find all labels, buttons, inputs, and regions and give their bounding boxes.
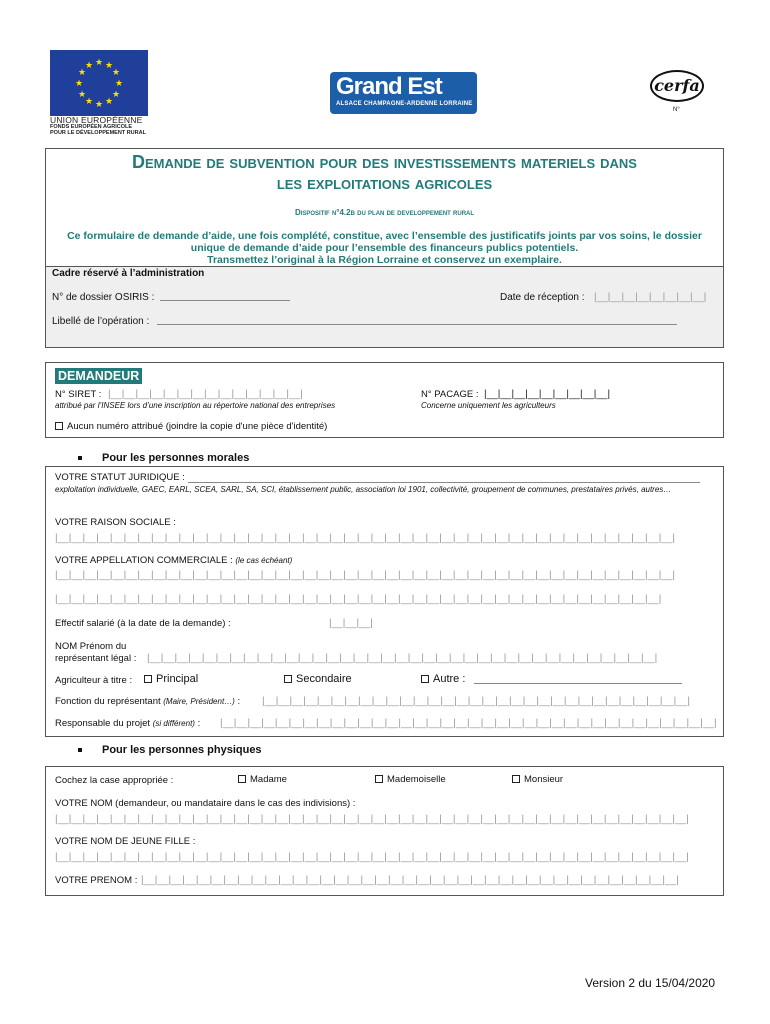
responsable-note: (si différent): [152, 719, 195, 728]
appellation-label: [55, 555, 292, 566]
eu-caption: [50, 116, 170, 136]
option-autre[interactable]: [421, 673, 465, 685]
raison-label: VOTRE RAISON SOCIALE :: [55, 517, 176, 528]
nom-label: VOTRE NOM (demandeur, ou mandataire dans le cas des indivisions) :: [55, 798, 356, 809]
responsable-label-text: Responsable du projet: [55, 718, 151, 729]
svg-text:★: ★: [84, 61, 94, 71]
option-monsieur[interactable]: [512, 774, 563, 785]
agri-label: Agriculteur à titre :: [55, 675, 133, 686]
bullet-icon: [78, 748, 82, 752]
pacage-label: N° PACAGE :: [421, 389, 479, 400]
svg-text:★: ★: [104, 97, 114, 107]
intro-line2: unique de demande d’aide pour l’ensemble des financeurs publics potentiels.: [190, 242, 579, 254]
jeune-fille-field[interactable]: |__|__|__|__|__|__|__|__|__|__|__|__|__|__|__|__|__|__|__|__|__|__|__|__|__|__|__|__|__|__|__|__|__|__|__|__|__|__|__|__|__|__|__|__|__|__|: [55, 852, 689, 863]
fonction-label-text: Fonction du représentant: [55, 696, 161, 707]
nom-representant-label-2: représentant légal :: [55, 653, 137, 664]
version-footer: Version 2 du 15/04/2020: [585, 976, 716, 990]
form-title-line1: Demande de subvention pour des investissements materiels dans: [132, 152, 637, 172]
fonction-field[interactable]: |__|__|__|__|__|__|__|__|__|__|__|__|__|__|__|__|__|__|__|__|__|__|__|__|__|__|__|__|__|__|__|: [262, 696, 690, 707]
appellation-label-text: VOTRE APPELLATION COMMERCIALE :: [55, 555, 233, 566]
svg-text:★: ★: [94, 58, 104, 68]
siret-label: N° SIRET :: [55, 389, 102, 400]
option-madame[interactable]: [238, 774, 287, 785]
pacage-note: Concerne uniquement les agriculteurs: [421, 401, 556, 410]
option-principal[interactable]: [144, 673, 198, 685]
secondaire-checkbox[interactable]: [284, 675, 292, 683]
statut-note: exploitation individuelle, GAEC, EARL, SCEA, SARL, SA, SCI, établissement public, association loi 1901, collectivité, groupement de communes, prestataires privés, autres…: [55, 485, 672, 494]
osiris-field[interactable]: [160, 291, 290, 301]
osiris-label: N° de dossier OSIRIS :: [52, 292, 155, 303]
reception-label: Date de réception :: [500, 292, 585, 303]
eu-caption-line2: FONDS EUROPÉEN AGRICOLE: [50, 124, 132, 130]
reception-date-field[interactable]: |__|__|__|__|__|__|__|__|: [594, 292, 707, 303]
nom-representant-field[interactable]: |__|__|__|__|__|__|__|__|__|__|__|__|__|__|__|__|__|__|__|__|__|__|__|__|__|__|__|__|__|__|__|__|__|__|__|__|__|: [147, 653, 658, 664]
pacage-field[interactable]: |__|__|__|__|__|__|__|__|__|: [484, 389, 611, 400]
form-title: [45, 152, 724, 194]
svg-text:★: ★: [74, 79, 84, 89]
physiques-heading: [78, 744, 262, 756]
autre-field[interactable]: [474, 674, 682, 684]
intro-text: [52, 230, 717, 266]
intro-line3: Transmettez l’original à la Région Lorraine et conservez un exemplaire.: [207, 254, 562, 266]
monsieur-label: Monsieur: [524, 774, 564, 785]
eu-caption-line3: POUR LE DÉVELOPPEMENT RURAL: [50, 130, 146, 136]
svg-text:★: ★: [111, 90, 121, 100]
cerfa-logo: cerfa: [650, 70, 704, 102]
physiques-heading-text: Pour les personnes physiques: [102, 744, 262, 756]
demandeur-title: DEMANDEUR: [55, 368, 142, 384]
svg-text:★: ★: [94, 100, 104, 110]
option-secondaire[interactable]: [284, 673, 352, 685]
nom-representant-label-1: NOM Prénom du: [55, 641, 127, 652]
jeune-fille-label: VOTRE NOM DE JEUNE FILLE :: [55, 836, 196, 847]
intro-line1: Ce formulaire de demande d’aide, une fois complété, constitue, avec l’ensemble des justificatifs joints par vos soins, le dossier: [67, 230, 702, 242]
prenom-field[interactable]: |__|__|__|__|__|__|__|__|__|__|__|__|__|__|__|__|__|__|__|__|__|__|__|__|__|__|__|__|__|__|__|__|__|__|__|__|__|__|__|: [141, 875, 679, 886]
effectif-field[interactable]: |__|__|__|: [329, 618, 373, 629]
fonction-note: (Maire, Président…): [163, 697, 235, 706]
responsable-label: Responsable du projet (si différent) :: [55, 718, 201, 729]
eu-caption-line1: UNION EUROPÉENNE: [50, 115, 143, 125]
aucun-label: Aucun numéro attribué (joindre la copie d'une pièce d'identité): [67, 421, 328, 432]
effectif-label: Effectif salarié (à la date de la demande) :: [55, 618, 231, 629]
option-mademoiselle[interactable]: [375, 774, 446, 785]
svg-text:★: ★: [77, 68, 87, 78]
siret-field[interactable]: |__|__|__|__|__|__|__|__|__|__|__|__|__|__|: [108, 389, 303, 400]
appellation-note: (le cas échéant): [235, 556, 293, 565]
coche-label: Cochez la case appropriée :: [55, 775, 174, 786]
form-title-line2: les exploitations agricoles: [276, 173, 493, 193]
admin-title: Cadre réservé à l’administration: [52, 268, 205, 279]
aucun-checkbox[interactable]: [55, 422, 63, 430]
raison-field[interactable]: |__|__|__|__|__|__|__|__|__|__|__|__|__|__|__|__|__|__|__|__|__|__|__|__|__|__|__|__|__|__|__|__|__|__|__|__|__|__|__|__|__|__|__|__|__|: [55, 533, 676, 544]
principal-label: Principal: [156, 673, 199, 685]
eu-flag-logo: [50, 50, 148, 116]
libelle-field[interactable]: [157, 315, 677, 325]
svg-text:★: ★: [84, 97, 94, 107]
statut-label: VOTRE STATUT JURIDIQUE :: [55, 472, 185, 483]
madame-checkbox[interactable]: [238, 775, 246, 783]
appellation-field-2[interactable]: |__|__|__|__|__|__|__|__|__|__|__|__|__|__|__|__|__|__|__|__|__|__|__|__|__|__|__|__|__|__|__|__|__|__|__|__|__|__|__|__|__|__|__|__|: [55, 594, 662, 605]
morales-heading: [78, 452, 249, 464]
madame-label: Madame: [250, 774, 287, 785]
mademoiselle-checkbox[interactable]: [375, 775, 383, 783]
svg-text:★: ★: [114, 79, 124, 89]
svg-text:★: ★: [104, 61, 114, 71]
monsieur-checkbox[interactable]: [512, 775, 520, 783]
svg-text:★: ★: [111, 68, 121, 78]
siret-note: attribué par l’INSEE lors d’une inscription au répertoire national des entreprises: [55, 401, 336, 410]
fonction-label: Fonction du représentant (Maire, Président…) :: [55, 696, 241, 707]
mademoiselle-label: Mademoiselle: [387, 774, 446, 785]
region-name: Grand Est: [336, 73, 442, 100]
grand-est-logo: [330, 72, 477, 114]
autre-label: Autre :: [433, 673, 466, 685]
dispositif-subtitle: Dispositif n°4.2b du plan de developpement rural: [294, 208, 475, 217]
bullet-icon: [78, 456, 82, 460]
region-sub: ALSACE CHAMPAGNE-ARDENNE LORRAINE: [336, 101, 473, 107]
nom-field[interactable]: |__|__|__|__|__|__|__|__|__|__|__|__|__|__|__|__|__|__|__|__|__|__|__|__|__|__|__|__|__|__|__|__|__|__|__|__|__|__|__|__|__|__|__|__|__|__|: [55, 814, 689, 825]
libelle-label: Libellé de l’opération :: [52, 316, 150, 327]
svg-text:★: ★: [77, 90, 87, 100]
aucun-numero-option[interactable]: [55, 421, 327, 432]
principal-checkbox[interactable]: [144, 675, 152, 683]
secondaire-label: Secondaire: [296, 673, 352, 685]
responsable-field[interactable]: |__|__|__|__|__|__|__|__|__|__|__|__|__|__|__|__|__|__|__|__|__|__|__|__|__|__|__|__|__|__|__|__|__|__|__|__|: [220, 718, 717, 729]
morales-heading-text: Pour les personnes morales: [102, 452, 250, 464]
cerfa-number: N°: [673, 107, 680, 113]
appellation-field-1[interactable]: |__|__|__|__|__|__|__|__|__|__|__|__|__|__|__|__|__|__|__|__|__|__|__|__|__|__|__|__|__|__|__|__|__|__|__|__|__|__|__|__|__|__|__|__|__|: [55, 570, 676, 581]
prenom-label: VOTRE PRENOM :: [55, 875, 138, 886]
statut-field[interactable]: [188, 473, 700, 483]
autre-checkbox[interactable]: [421, 675, 429, 683]
